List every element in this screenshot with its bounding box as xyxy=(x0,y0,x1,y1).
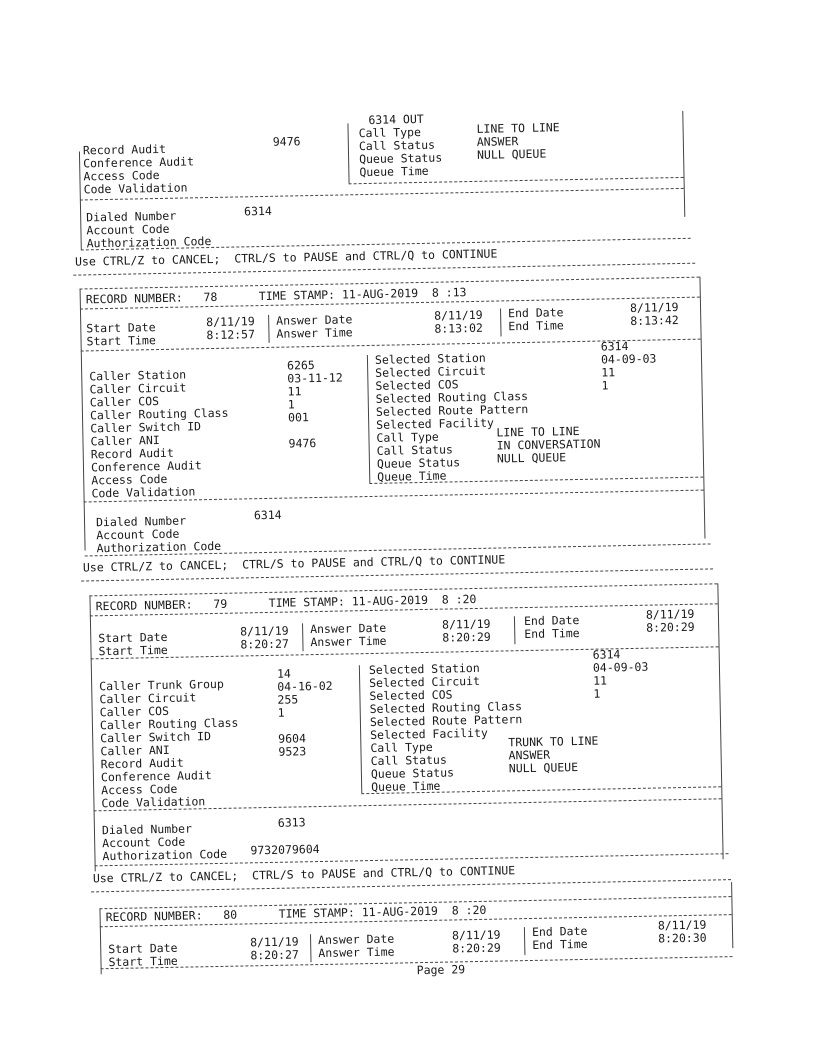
field-value: 1 xyxy=(593,686,601,701)
end-date-value: 8/11/19 xyxy=(657,917,707,933)
field-label: Start Time xyxy=(86,333,156,349)
field-value: 11 xyxy=(287,384,302,399)
field-value: LINE TO LINE xyxy=(476,120,560,136)
field-label: Code Validation xyxy=(91,484,196,501)
rule xyxy=(310,934,312,962)
field-label: Queue Status xyxy=(370,765,455,782)
field-value: IN CONVERSATION xyxy=(496,436,601,453)
field-value: 001 xyxy=(287,410,309,425)
start-time-value: 8:12:57 xyxy=(206,327,256,343)
answer-date-value: 8/11/19 xyxy=(434,307,483,323)
control-banner: Use CTRL/Z to CANCEL; CTRL/S to PAUSE and CTRL/Q to CONTINUE xyxy=(92,863,516,886)
field-label: Selected COS xyxy=(369,687,453,704)
rule xyxy=(99,908,101,974)
end-time-value: 8:13:42 xyxy=(630,313,679,328)
rule xyxy=(514,616,516,644)
page-number: Page 29 xyxy=(416,962,466,978)
field-label: Call Type xyxy=(358,124,422,141)
field-label: Start Date xyxy=(108,940,178,957)
record-audit-value: 9476 xyxy=(272,134,301,149)
field-label: Code Validation xyxy=(83,180,188,197)
field-value: 1 xyxy=(277,705,285,720)
field-value: 1 xyxy=(601,378,609,393)
rule xyxy=(268,315,270,343)
field-label: End Time xyxy=(508,318,564,334)
field-label: Access Code xyxy=(83,167,160,184)
field-value: 6314 xyxy=(592,647,621,662)
field-label: Record Audit xyxy=(82,141,167,158)
field-label: Queue Time xyxy=(371,778,441,795)
field-label: End Date xyxy=(531,923,588,939)
field-label: Dialed Number xyxy=(101,821,193,838)
field-label: Queue Time xyxy=(377,468,447,484)
field-label: Authorization Code xyxy=(96,538,222,556)
end-time-value: 8:20:29 xyxy=(646,619,695,635)
field-label: Dialed Number xyxy=(86,208,177,225)
start-date-value: 8/11/19 xyxy=(240,623,289,639)
field-value: ANSWER xyxy=(508,747,551,763)
field-label: Selected Station xyxy=(374,350,486,367)
field-label: Account Code xyxy=(86,221,170,238)
field-label: Selected Routing Class xyxy=(369,699,523,717)
rule xyxy=(359,665,362,793)
field-label: Caller COS xyxy=(89,394,160,410)
field-label: Authorization Code xyxy=(102,846,228,864)
field-label: Account Code xyxy=(96,526,180,543)
field-label: Record Audit xyxy=(100,755,184,772)
answer-time-value: 8:20:29 xyxy=(442,629,491,645)
answer-date-value: 8/11/19 xyxy=(451,927,501,943)
field-value: NULL QUEUE xyxy=(496,450,567,466)
field-label: Start Date xyxy=(98,629,168,646)
field-value: 6265 xyxy=(286,358,315,373)
field-label: End Time xyxy=(524,625,580,642)
field-label: Selected Route Pattern xyxy=(369,712,523,730)
field-value: TRUNK TO LINE xyxy=(508,733,599,750)
field-label: Access Code xyxy=(91,471,168,488)
field-value: 11 xyxy=(601,365,616,380)
field-label: Conference Audit xyxy=(90,458,202,475)
field-value: NULL QUEUE xyxy=(476,146,547,162)
field-label: Caller COS xyxy=(99,703,170,720)
field-value: 9523 xyxy=(278,744,307,759)
end-date-value: 8/11/19 xyxy=(645,606,695,622)
field-label: Access Code xyxy=(101,781,178,798)
field-label: End Date xyxy=(523,612,580,629)
field-label: End Time xyxy=(532,936,588,952)
record-header: RECORD NUMBER: 78 TIME STAMP: 11-AUG-2019 8 :13 xyxy=(85,285,467,307)
field-label: Caller Trunk Group xyxy=(99,676,224,694)
field-label: Queue Time xyxy=(359,163,429,180)
field-label: Caller Switch ID xyxy=(100,729,212,746)
field-label: Caller Circuit xyxy=(99,690,197,707)
start-time-value: 8:20:27 xyxy=(250,947,299,963)
field-label: Selected Routing Class xyxy=(375,388,529,406)
field-value: 14 xyxy=(276,666,291,681)
end-date-value: 8/11/19 xyxy=(629,300,679,315)
answer-time-value: 8:13:02 xyxy=(434,320,483,336)
rule xyxy=(682,111,685,217)
field-label: Queue Status xyxy=(376,455,461,471)
answer-date-value: 8/11/19 xyxy=(441,616,491,632)
end-time-value: 8:20:30 xyxy=(658,930,707,946)
field-label: Start Time xyxy=(108,953,178,970)
rule xyxy=(89,595,95,871)
field-value: 11 xyxy=(593,673,608,688)
field-label: Conference Audit xyxy=(100,768,212,785)
field-label: Selected Station xyxy=(368,660,480,678)
rule xyxy=(717,583,723,859)
field-label: Caller Station xyxy=(89,367,187,384)
field-label: Answer Time xyxy=(276,325,353,341)
start-date-value: 8/11/19 xyxy=(206,314,255,330)
field-label: Selected Route Pattern xyxy=(375,401,529,419)
field-label: Caller ANI xyxy=(90,433,160,449)
field-label: Selected COS xyxy=(375,377,459,393)
field-label: Answer Date xyxy=(317,931,395,948)
field-value: 03-11-12 xyxy=(287,370,343,386)
field-label: Answer Date xyxy=(310,620,387,637)
selected-station-value: 6314 OUT xyxy=(368,111,424,127)
field-label: Start Date xyxy=(86,320,156,336)
field-label: Call Status xyxy=(376,442,454,458)
field-label: Start Time xyxy=(98,642,168,659)
field-label: Queue Status xyxy=(358,150,443,167)
field-value: 9476 xyxy=(288,436,317,451)
field-value: 04-09-03 xyxy=(600,351,657,367)
field-label: End Date xyxy=(507,305,564,321)
field-label: Authorization Code xyxy=(86,233,212,251)
field-value: NULL QUEUE xyxy=(508,760,579,776)
rule xyxy=(500,308,502,336)
field-value: 9604 xyxy=(278,731,307,746)
field-value: 04-09-03 xyxy=(592,659,649,675)
field-value: LINE TO LINE xyxy=(496,423,580,440)
control-banner: Use CTRL/Z to CANCEL; CTRL/S to PAUSE and CTRL/Q to CONTINUE xyxy=(74,246,498,269)
field-value: 6313 xyxy=(277,815,306,830)
field-label: Selected Circuit xyxy=(369,673,481,691)
field-label: Selected Facility xyxy=(376,415,495,432)
field-value: 04-16-02 xyxy=(277,678,333,694)
field-label: Answer Date xyxy=(276,312,353,328)
field-label: Call Type xyxy=(370,739,433,756)
field-label: Caller Routing Class xyxy=(99,715,239,733)
field-label: Answer Time xyxy=(310,633,387,650)
field-label: Dialed Number xyxy=(95,513,187,530)
rule xyxy=(302,623,304,651)
rule xyxy=(367,355,370,483)
start-time-value: 8:20:27 xyxy=(240,636,290,652)
field-label: Answer Time xyxy=(318,944,395,961)
rule xyxy=(347,123,349,183)
control-banner: Use CTRL/Z to CANCEL; CTRL/S to PAUSE and CTRL/Q to CONTINUE xyxy=(82,552,506,575)
field-label: Caller Routing Class xyxy=(89,405,229,423)
field-value: 6314 xyxy=(253,507,282,523)
authorization-code-value: 9732079604 xyxy=(250,842,320,858)
field-value: 6314 xyxy=(600,339,629,354)
rule xyxy=(524,927,526,955)
field-label: Call Status xyxy=(370,752,447,769)
field-label: Caller Switch ID xyxy=(90,419,202,436)
record-header: RECORD NUMBER: 79 TIME STAMP: 11-AUG-2019 8 :20 xyxy=(95,591,477,614)
field-label: Selected Circuit xyxy=(375,363,487,380)
field-value: 255 xyxy=(277,692,299,707)
field-label: Account Code xyxy=(102,834,186,851)
rule xyxy=(80,289,86,551)
field-label: Call Type xyxy=(376,429,439,445)
start-date-value: 8/11/19 xyxy=(250,934,299,950)
field-label: Caller ANI xyxy=(100,742,170,759)
record-header: RECORD NUMBER: 80 TIME STAMP: 11-AUG-2019 8 :20 xyxy=(105,902,487,925)
field-label: Caller Circuit xyxy=(89,380,187,397)
field-label: Call Status xyxy=(358,137,436,154)
field-label: Selected Facility xyxy=(370,725,488,743)
rule xyxy=(699,277,705,539)
field-label: Code Validation xyxy=(101,794,206,811)
field-value: 6314 xyxy=(243,203,272,219)
field-value: ANSWER xyxy=(476,134,519,149)
field-label: Record Audit xyxy=(90,445,174,462)
field-value: 1 xyxy=(287,397,295,412)
answer-time-value: 8:20:29 xyxy=(452,940,501,956)
field-label: Conference Audit xyxy=(83,154,195,171)
